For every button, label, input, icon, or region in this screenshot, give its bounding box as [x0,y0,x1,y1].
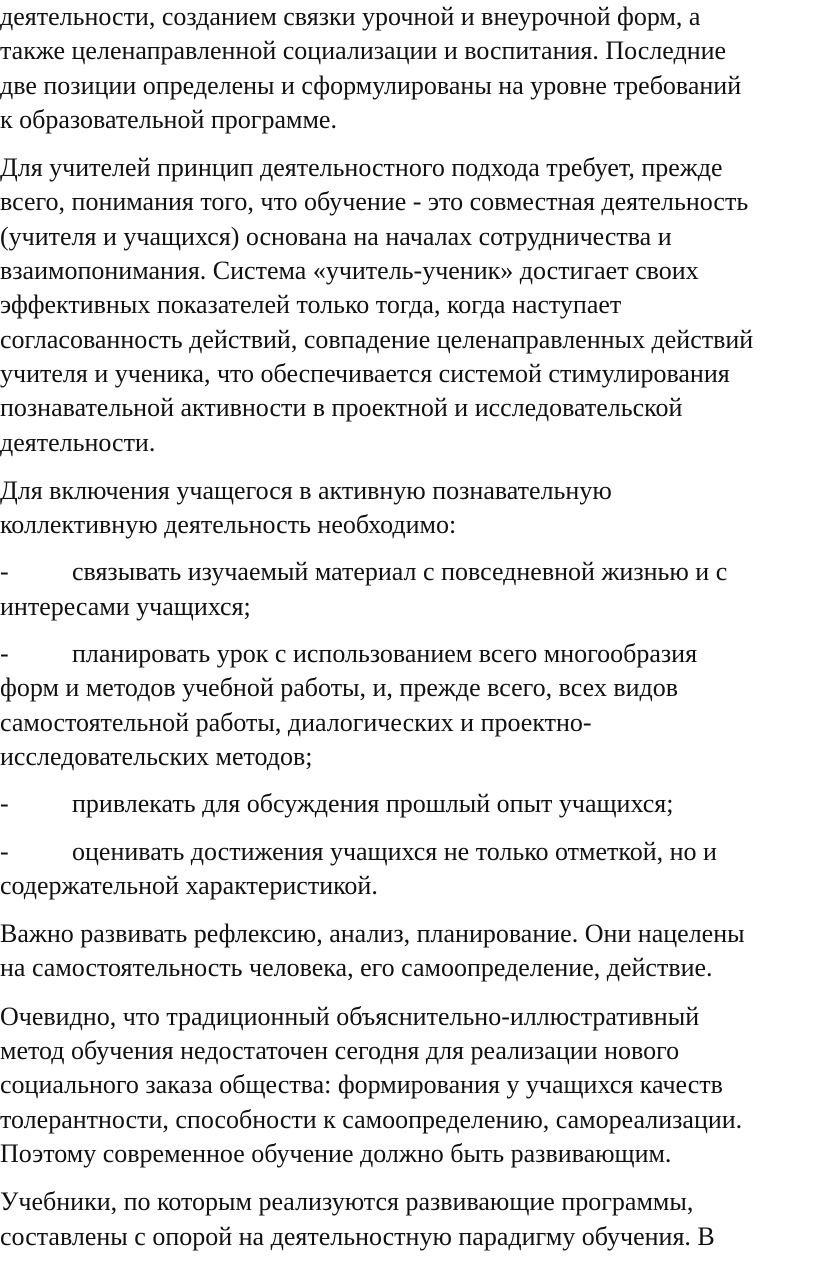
list-marker: - [0,639,9,669]
list-item-text: привлекать для обсуждения прошлый опыт учащихся; [72,789,674,819]
list-item-text: оценивать достижения учащихся не только отметкой, но и [72,836,717,866]
list-item [0,555,816,624]
list-marker: - [0,557,9,587]
list-item [0,835,816,904]
paragraph-1: деятельности, созданием связки урочной и внеурочной форм, а также целенаправленной социализации и воспитания. Последние две позиции определены и сформулированы на уровне требований к образовательной программе. [0,2,742,134]
list-item-continuation: содержательной характеристикой. [0,870,378,900]
list-item-continuation: форм и методов учебной работы, и, прежде всего, всех видов самостоятельной работы, диалогических и проектно- исследовательских методов; [0,673,679,771]
paragraph-10: Учебники, по которым реализуются развивающие программы, составлены с опорой на деятельностную парадигму обучения. В [0,1187,715,1251]
list-item-text: связывать изучаемый материал с повседневной жизнью и с [72,557,728,587]
list-item-continuation: интересами учащихся; [0,591,251,621]
paragraph-2: Для учителей принцип деятельностного подхода требует, прежде всего, понимания того, что обучение - это совместная деятельность (учителя и учащихся) основана на началах сотрудничества и взаимопонимания. Система «учитель-ученик» достигает своих эффективных показателей только тогда, когда наступает согласованность действий, совпадение целенаправленных действий учителя и ученика, что обеспечивается системой стимулирования познавательной активности в проектной и исследовательской деятельности. [0,153,754,457]
paragraph-3: Для включения учащегося в активную познавательную коллективную деятельность необходимо: [0,475,612,540]
list-item [0,637,816,774]
list-item-text: планировать урок с использованием всего многообразия [72,639,698,669]
list-marker: - [0,836,9,866]
list-marker: - [0,789,9,819]
paragraph-9: Очевидно, что традиционный объяснительно-иллюстративный метод обучения недостаточен сегодня для реализации нового социального заказа общества: формирования у учащихся качеств толерантности, способности к самоопределению, самореализации. Поэтому современное обучение должно быть развивающим. [0,1001,743,1168]
paragraph-8: Важно развивать рефлексию, анализ, планирование. Они нацелены на самостоятельность человека, его самоопределение, действие. [0,919,745,983]
list-item [0,787,816,821]
